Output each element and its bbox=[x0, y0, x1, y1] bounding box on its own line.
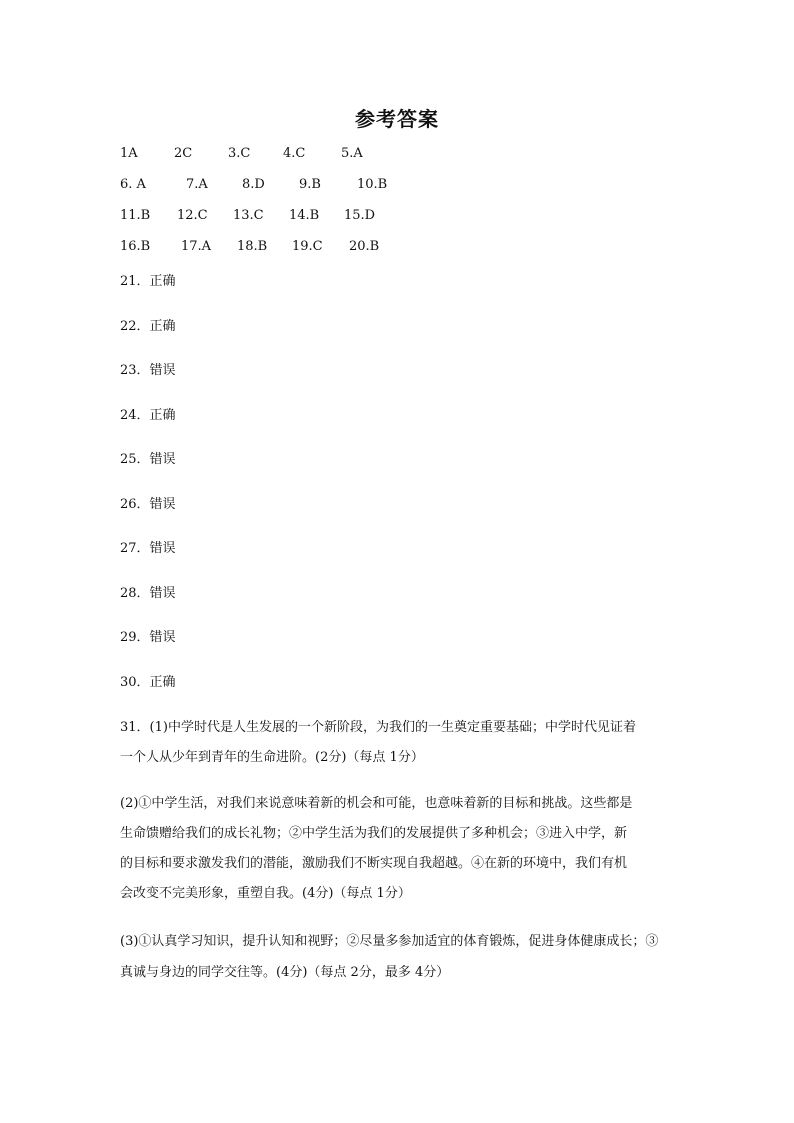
answer-line: 生命馈赠给我们的成长礼物；②中学生活为我们的发展提供了多种机会；③进入中学，新 bbox=[120, 826, 628, 841]
mc-answer: 8.D bbox=[242, 177, 265, 192]
tf-answer-29: 29．错误 bbox=[120, 630, 176, 645]
mc-answer: 12.C bbox=[177, 208, 208, 223]
tf-answer-25: 25．错误 bbox=[120, 452, 176, 467]
mc-answer: 6. A bbox=[120, 177, 146, 192]
mc-answer: 5.A bbox=[341, 146, 363, 161]
answer-line: 的目标和要求激发我们的潜能，激励我们不断实现自我超越。④在新的环境中，我们有机 bbox=[120, 856, 628, 871]
answer-line: 会改变不完美形象，重塑自我。(4分)（每点 1分） bbox=[120, 886, 411, 901]
page-title: 参考答案 bbox=[355, 107, 439, 131]
mc-answer: 3.C bbox=[228, 146, 251, 161]
tf-answer-24: 24．正确 bbox=[120, 408, 176, 423]
mc-answer: 10.B bbox=[357, 177, 388, 192]
mc-answer: 17.A bbox=[181, 239, 212, 254]
tf-answer-27: 27．错误 bbox=[120, 541, 176, 556]
mc-answer: 20.B bbox=[349, 239, 380, 254]
answer-line: 真诚与身边的同学交往等。(4分)（每点 2分，最多 4分） bbox=[120, 965, 450, 980]
mc-answer: 16.B bbox=[120, 239, 151, 254]
tf-answer-21: 21．正确 bbox=[120, 274, 176, 289]
mc-answer: 14.B bbox=[289, 208, 320, 223]
mc-answer: 1A bbox=[120, 146, 138, 161]
mc-answer: 11.B bbox=[120, 208, 151, 223]
mc-answer: 7.A bbox=[186, 177, 208, 192]
tf-answer-23: 23．错误 bbox=[120, 363, 176, 378]
answer-line: 一个人从少年到青年的生命进阶。(2分)（每点 1分） bbox=[120, 750, 424, 765]
mc-answer: 19.C bbox=[292, 239, 323, 254]
mc-answer: 9.B bbox=[299, 177, 321, 192]
mc-answer: 15.D bbox=[344, 208, 376, 223]
answer-line: 31．(1)中学时代是人生发展的一个新阶段，为我们的一生奠定重要基础；中学时代见证着 bbox=[120, 720, 636, 735]
mc-answer: 2C bbox=[174, 146, 193, 161]
answer-line: (2)①中学生活，对我们来说意味着新的机会和可能，也意味着新的目标和挑战。这些都是 bbox=[120, 796, 633, 811]
tf-answer-22: 22．正确 bbox=[120, 319, 176, 334]
mc-answer: 13.C bbox=[233, 208, 264, 223]
mc-answer: 4.C bbox=[283, 146, 306, 161]
tf-answer-26: 26．错误 bbox=[120, 497, 176, 512]
mc-answer: 18.B bbox=[237, 239, 268, 254]
tf-answer-30: 30．正确 bbox=[120, 675, 176, 690]
tf-answer-28: 28．错误 bbox=[120, 586, 176, 601]
answer-line: (3)①认真学习知识，提升认知和视野；②尽量多参加适宜的体育锻炼，促进身体健康成长；③ bbox=[120, 934, 659, 949]
